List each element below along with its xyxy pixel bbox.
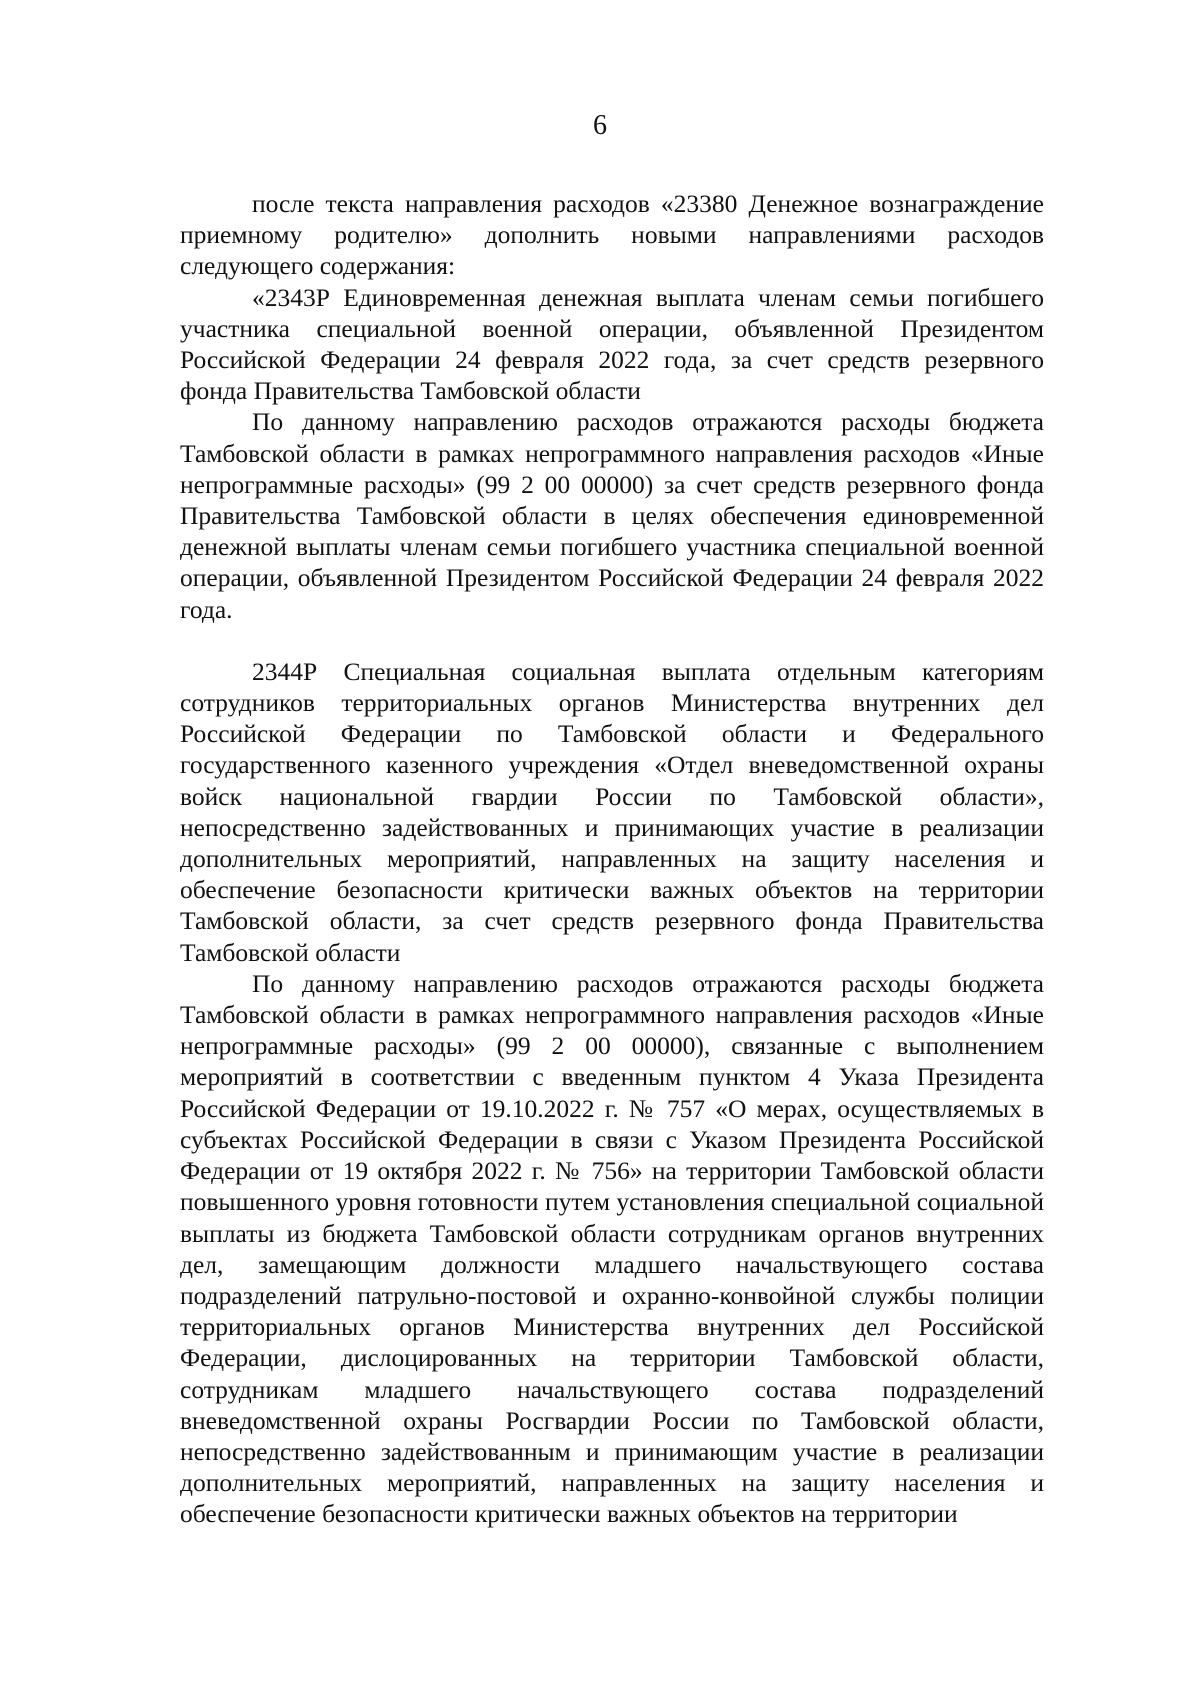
document-body <box>180 188 1044 1530</box>
paragraph-2343r-description: По данному направлению расходов отражаются расходы бюджета Тамбовской области в рамках непрограммного направления расходов «Иные непрограммные расходы» (99 2 00 00000) за счет средств резервного фонда Правительства Тамбовской области в целях обеспечения единовременной денежной выплаты членам семьи погибшего участника специальной военной операции, объявленной Президентом Российской Федерации 24 февраля 2022 года. <box>180 407 1044 624</box>
page-number: 6 <box>593 110 607 141</box>
paragraph-2344r-description: По данному направлению расходов отражаются расходы бюджета Тамбовской области в рамках непрограммного направления расходов «Иные непрограммные расходы» (99 2 00 00000), связанные с выполнением мероприятий в соответствии с введенным пунктом 4 Указа Президента Российской Федерации от 19.10.2022 г. № 757 «О мерах, осуществляемых в субъектах Российской Федерации в связи с Указом Президента Российской Федерации от 19 октября 2022 г. № 756» на территории Тамбовской области повышенного уровня готовности путем установления специальной социальной выплаты из бюджета Тамбовской области сотрудникам органов внутренних дел, замещающим должности младшего начальствующего состава подразделений патрульно-постовой и охранно-конвойной службы полиции территориальных органов Министерства внутренних дел Российской Федерации, дислоцированных на территории Тамбовской области, сотрудникам младшего начальствующего состава подразделений вневедомственной охраны Росгвардии России по Тамбовской области, непосредственно задействованным и принимающим участие в реализации дополнительных мероприятий, направленных на защиту населения и обеспечение безопасности критически важных объектов на территории <box>180 968 1044 1529</box>
paragraph-intro: после текста направления расходов «23380 Денежное вознаграждение приемному родителю» дополнить новыми направлениями расходов следующего содержания: <box>180 189 1044 281</box>
paragraph-2344r-title: 2344Р Специальная социальная выплата отдельным категориям сотрудников территориальных органов Министерства внутренних дел Российской Федерации по Тамбовской области и Федерального государственного казенного учреждения «Отдел вневедомственной охраны войск национальной гвардии России по Тамбовской области», непосредственно задействованных и принимающих участие в реализации дополнительных мероприятий, направленных на защиту населения и обеспечение безопасности критически важных объектов на территории Тамбовской области, за счет средств резервного фонда Правительства Тамбовской области <box>180 656 1044 967</box>
paragraph-spacer <box>180 625 1044 656</box>
paragraph-2343r-title: «2343Р Единовременная денежная выплата членам семьи погибшего участника специальной военной операции, объявленной Президентом Российской Федерации 24 февраля 2022 года, за счет средств резервного фонда Правительства Тамбовской области <box>180 282 1044 406</box>
